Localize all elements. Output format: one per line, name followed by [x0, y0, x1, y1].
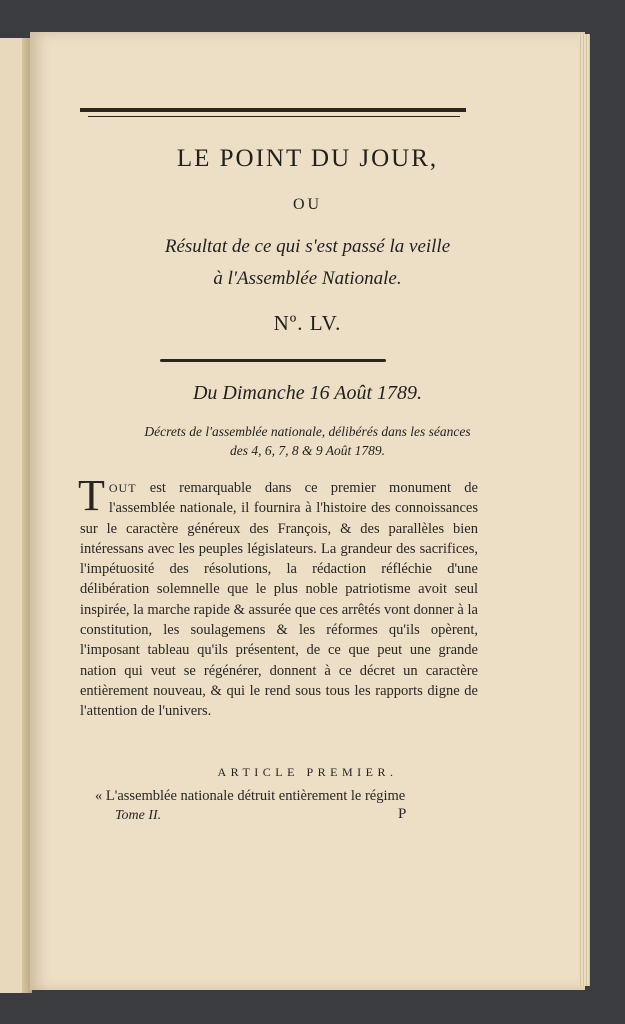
drop-cap: T [78, 471, 105, 520]
body-paragraph [78, 471, 478, 722]
subtitle-line-1: Résultat de ce qui s'est passé la veille [164, 236, 451, 257]
volume-label: Tome II. [115, 808, 162, 823]
top-rule-thin [88, 116, 460, 117]
signature-mark: P [398, 806, 407, 822]
top-rule [80, 108, 466, 112]
middle-rule [160, 359, 386, 362]
page-edge [578, 34, 590, 986]
decrees-line-2: des 4, 6, 7, 8 & 9 Août 1789. [230, 443, 385, 458]
issue-number: Nº. LV. [273, 311, 342, 335]
article-heading: ARTICLE PREMIER. [217, 765, 398, 779]
title-conjunction: OU [292, 196, 323, 213]
article-text: « L'assemblée nationale détruit entièrement le régime [95, 788, 406, 804]
journal-title: LE POINT DU JOUR, [176, 145, 439, 172]
paragraph-text: est remarquable dans ce premier monument de l'assemblée nationale, il fournira à l'histoire des connoissances sur le caractère généreux des François, & des parallèles bien intéressans avec les peuples législateurs. La grandeur des sacrifices, l'impétuosité des résolutions, la rédaction réfléchie d'une délibération solemnelle que le plus noble patriotisme avoit seul inspirée, la marche rapide & assurée que ces arrêtés vont donner à la constitution, les soulagemens & les réformes qu'ils opèrent, l'imposant tableau qu'ils présentent, de ce que peut une grande nation qui veut se régénérer, donnent à ce décret un caractère entièrement nouveau, & qui le rend sous tous les rapports digne de l'attention de l'univers. [80, 480, 478, 720]
decrees-line-1: Décrets de l'assemblée nationale, délibérés dans les séances [144, 424, 471, 439]
subtitle-line-2: à l'Assemblée Nationale. [213, 268, 402, 289]
first-word-smallcaps: OUT [108, 481, 137, 495]
issue-date: Du Dimanche 16 Août 1789. [192, 382, 423, 404]
